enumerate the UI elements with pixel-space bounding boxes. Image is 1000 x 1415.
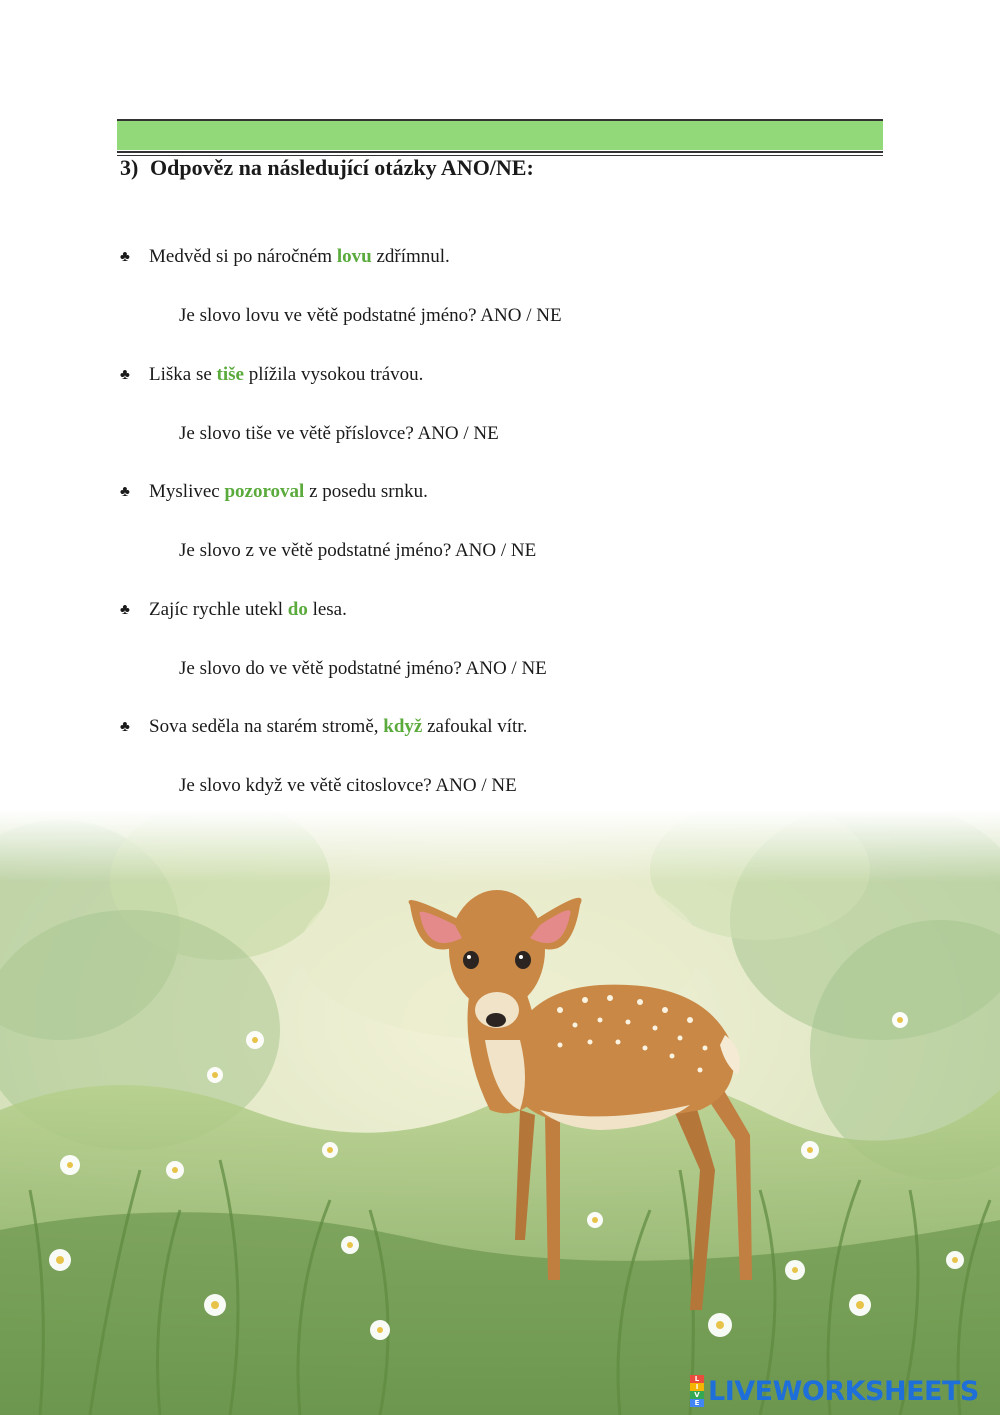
sentence-text-end: zdřímnul. bbox=[371, 246, 450, 267]
section-title: Odpověz na následující otázky ANO/NE: bbox=[150, 155, 534, 180]
highlighted-word: tiše bbox=[216, 364, 244, 385]
sentence-item bbox=[120, 481, 428, 503]
sentence-item bbox=[120, 246, 450, 268]
question-text: Je slovo tiše ve větě příslovce? ANO / NE bbox=[179, 423, 499, 444]
highlighted-word: když bbox=[383, 716, 423, 737]
question-text: Je slovo z ve větě podstatné jméno? ANO / NE bbox=[179, 540, 537, 561]
section-heading bbox=[120, 155, 534, 181]
club-bullet-icon: ♣ bbox=[120, 719, 130, 735]
live-badge-icon: L I V E bbox=[690, 1375, 704, 1407]
sentence-item bbox=[120, 716, 527, 738]
question-text: Je slovo do ve větě podstatné jméno? ANO / NE bbox=[179, 658, 547, 679]
deer-illustration bbox=[0, 810, 1000, 1415]
question-text: Je slovo lovu ve větě podstatné jméno? ANO / NE bbox=[179, 305, 562, 326]
sentence-item bbox=[120, 599, 347, 621]
sentence-text: Sova seděla na starém stromě, bbox=[149, 716, 384, 737]
club-bullet-icon: ♣ bbox=[120, 602, 130, 618]
liveworksheets-logo bbox=[690, 1374, 979, 1408]
highlighted-word: pozoroval bbox=[224, 481, 305, 502]
sentence-text: Liška se bbox=[149, 364, 217, 385]
sentence-text: Medvěd si po náročném bbox=[149, 246, 337, 267]
sentence-text-end: lesa. bbox=[307, 599, 347, 620]
header-rule-bottom bbox=[117, 151, 883, 153]
sentence-text: Zajíc rychle utekl bbox=[149, 599, 288, 620]
header-green-bar bbox=[117, 121, 883, 150]
club-bullet-icon: ♣ bbox=[120, 249, 130, 265]
logo-text: LIVEWORKSHEETS bbox=[708, 1375, 979, 1407]
question-text: Je slovo když ve větě citoslovce? ANO / NE bbox=[179, 775, 517, 796]
highlighted-word: lovu bbox=[336, 246, 372, 267]
sentence-text-end: plížila vysokou trávou. bbox=[243, 364, 424, 385]
section-number: 3) bbox=[120, 155, 139, 180]
club-bullet-icon: ♣ bbox=[120, 367, 130, 383]
sentence-text-end: zafoukal vítr. bbox=[422, 716, 528, 737]
sentence-text: Myslivec bbox=[149, 481, 225, 502]
club-bullet-icon: ♣ bbox=[120, 484, 130, 500]
highlighted-word: do bbox=[287, 599, 308, 620]
sentence-text-end: z posedu srnku. bbox=[304, 481, 428, 502]
sentence-item bbox=[120, 364, 423, 386]
